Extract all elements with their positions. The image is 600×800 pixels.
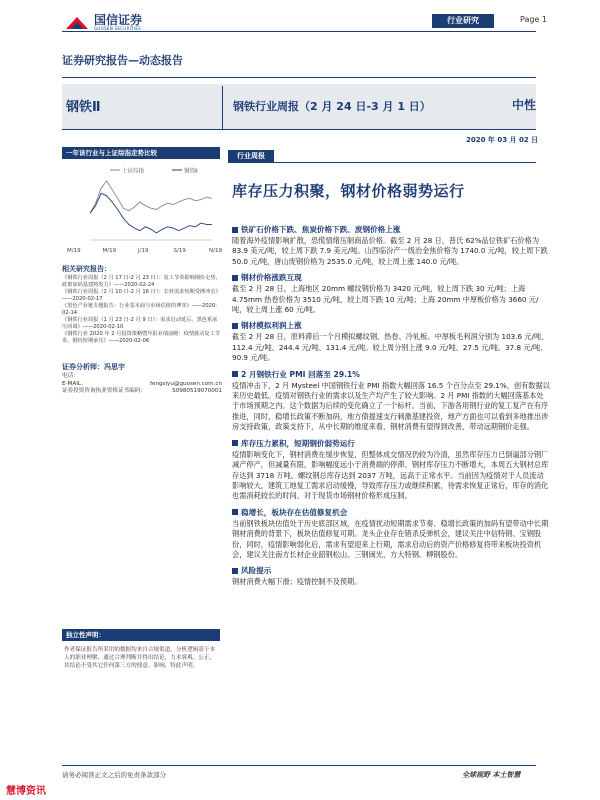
section <box>232 272 550 315</box>
main-content <box>232 224 550 593</box>
report-type-tag: 行业周报 <box>228 150 274 162</box>
related-reports-heading: 相关研究报告： <box>62 265 111 273</box>
x-tick-label: J/19 <box>138 248 149 254</box>
email-label: E-MAIL： <box>62 380 87 387</box>
logo-subtitle: GUOSEN SECURITIES <box>94 26 142 31</box>
industry-name: 钢铁Ⅱ <box>66 100 101 115</box>
section <box>232 320 550 363</box>
section-heading <box>232 507 550 518</box>
section <box>232 224 550 267</box>
section <box>232 438 550 502</box>
logo-name: 国信证券 <box>94 13 143 27</box>
series-line <box>90 193 212 233</box>
related-report-item[interactable]: 《钢铁行业周报（2 月 10 日-2 月 16 日）：长材需求短期受挫冲击》——2020-02-17 <box>62 289 221 302</box>
legend-label: 钢铁Ⅱ <box>184 168 198 175</box>
section-body: 截至 2 月 28 日，上海地区 20mm 螺纹钢价格为 3420 元/吨，较上周下跌 30 元/吨；上海 4.75mm 热卷价格为 3510 元/吨，较上周下跌 10 元/吨；上海 20mm 中厚板价格为 3660 元/吨，较上周上涨 60 元/吨。 <box>232 284 539 315</box>
header-divider <box>62 31 536 32</box>
square-bullet-icon <box>232 568 238 574</box>
footer-divider <box>62 765 536 766</box>
independence-statement-text: 作者保证报告所采用的数据均来自合规渠道，分析逻辑基于本人的职业理解，通过合理判断并得出结论，力求客观、公正，其结论不受其它任何第三方的授意、影响，特此声明。 <box>64 647 216 669</box>
report-category-tag: 行业研究 <box>432 14 494 28</box>
section-body: 疫情冲击下，2 月 Mysteel 中国钢铁行业 PMI 指数大幅回落 16.5 个百分点至 29.1%，创有数据以来历史最低。疫情对钢铁行业的需求以及生产均产生了较大影响。2 月 PMI 指数的大幅回落基本处于市场预期之内。这个数据为后续的变化确立了一个标杆。当前，下游各用钢行业的复工复产在有序推进，同时，稳增长政策不断加码，地方债提速支行刺激基建投资，地产方面也可以看到多地推出涉房支持政策，政策支持下，从中长期的维度来看，钢材消费有望得到改善，带动远期钢价走强。 <box>232 380 550 432</box>
page-number: Page 1 <box>520 15 547 24</box>
section-heading-text: 钢材价格涨跌互现 <box>241 273 302 283</box>
square-bullet-icon <box>232 275 238 281</box>
section-heading-text: 钢材模拟利润上涨 <box>241 321 302 331</box>
square-bullet-icon <box>232 323 238 329</box>
section-body: 截至 2 月 28 日，原料滞后一个月模拟螺纹钢、热卷、冷轧板、中厚板毛利润分别为 103.6 元/吨、112.4 元/吨、244.4 元/吨、131.4 元/吨。较上周分别上涨 9.0 元/吨、27.5 元/吨、37.8 元/吨、90.9 元/吨。 <box>232 332 549 363</box>
report-date: 2020 年 03 月 02 日 <box>466 136 539 144</box>
company-logo <box>64 14 142 31</box>
section <box>232 369 550 433</box>
industry-rating: 中性 <box>512 98 537 112</box>
section-body: 当前钢铁板块估值处于历史底部区域，在疫情扰动短期需求节奏、稳增长政策的加码有望带动中长期钢材消费的背景下，板块估值修复可期。龙头企业存在错杀反弹机会，建议关注中信特钢、宝钢股份，同时，疫情影响弱化后，需求有望迎来上行期，需求启动后的资产价格修复将带来板块投资机会，建议关注南方长材企业韶钢松山、三钢闽光、方大特钢、柳钢股份。 <box>232 518 549 559</box>
analyst-contact <box>62 373 222 396</box>
square-bullet-icon <box>232 509 238 515</box>
related-reports-list <box>62 275 222 345</box>
section-heading-text: 铁矿石价格下跌、焦炭价格下跌、废钢价格上涨 <box>241 225 401 234</box>
square-bullet-icon <box>232 440 238 446</box>
watermark: 慧博资讯 <box>6 786 46 797</box>
independence-statement-bar: 独立性声明： <box>62 629 220 641</box>
section-heading <box>232 369 550 380</box>
section-heading <box>232 438 550 449</box>
section-body: 疫情影响变化下，钢材消费在缓步恢复，但整体成交情况仍较为冷清，虽然库存压力已倒逼部分钢厂减产停产，但减量有限，影响幅度远小于消费端的停滞。钢材库存压力不断增大，本周五大钢材总库存达到 3718 万吨、螺纹钢总库存达到 2037 万吨，远高于正常水平。当前因为疫情对于人员流动影响较大，建筑工地复工需求启动缓慢，导致库存压力或继续积累，待需求恢复正常后，库存的消化也需消耗较长的时间，对于现货市场钢材价格形成压制。 <box>232 449 549 501</box>
email-address[interactable]: fengsiyu@guosen.com.cn <box>150 380 222 387</box>
section-heading-text: 库存压力累积，短期钢价弱势运行 <box>241 438 355 448</box>
report-title: 钢铁行业周报（2 月 24 日-3 月 1 日） <box>233 100 431 113</box>
report-series: 证券研究报告—动态报告 <box>62 54 183 67</box>
main-divider <box>228 162 536 163</box>
main-title: 库存压力积聚，钢材价格弱势运行 <box>232 182 465 200</box>
footer-slogan: 全球视野 本土智慧 <box>462 771 521 779</box>
x-tick-label: N/19 <box>209 248 222 254</box>
section-body: 随着海外疫情影响扩散，恐慌情绪压制商品价格。截至 2 月 28 日，普氏 62%品位铁矿石价格为 83.9 美元/吨，较上周下跌 7.9 美元/吨。山西临汾产一级冶金焦价格为 1740.0 元/吨，较上周下跌 50.0 元/吨，唐山废钢价格为 2535.0 元/吨，较上周上涨 140.0 元/吨。 <box>232 236 548 266</box>
section-heading <box>232 272 550 283</box>
related-report-item[interactable]: 《钢铁行业周报（1 月 23 日-2 月 9 日）：需求启动延后，黑色系承压回调》——2020-02-10 <box>62 317 218 330</box>
x-tick-label: M/19 <box>102 248 117 254</box>
section-heading-text: 2 月钢铁行业 PMI 回落至 29.1% <box>241 369 360 379</box>
section-heading-text: 稳增长，板块存在估值修复机会 <box>241 507 348 517</box>
section-heading <box>232 320 550 331</box>
legend-label: 上证综指 <box>122 168 145 175</box>
section-heading <box>232 224 550 235</box>
certificate-label: 证券投资咨询执业资格证书编码： <box>62 388 146 394</box>
trend-chart <box>62 162 220 260</box>
section-body: 钢材消费大幅下滑；疫情控制不及预期。 <box>232 577 362 587</box>
certificate-number: S0980519070001 <box>172 388 222 394</box>
logo-mark-icon <box>64 15 90 31</box>
chart-title-bar: 一年该行业与上证综指走势比较 <box>62 147 220 159</box>
band-divider <box>222 86 223 130</box>
related-report-item[interactable]: 《黑色产业链专题报告：行业基本面与市场估值的博弈》——2020-02-14 <box>62 303 218 316</box>
section <box>232 507 550 561</box>
square-bullet-icon <box>232 371 238 377</box>
section-heading <box>232 565 550 576</box>
section-heading-text: 风险提示 <box>241 566 272 576</box>
series-divider <box>62 77 536 78</box>
x-tick-label: S/19 <box>173 248 186 254</box>
footer-disclaimer: 请务必阅读正文之后的免责条款部分 <box>62 771 166 779</box>
analyst-name: 证券分析师：冯思宇 <box>62 363 125 371</box>
section <box>232 565 550 587</box>
related-report-item[interactable]: 《钢铁行业 2020 年 2 月投资策略暨年报业绩前瞻：疫情扰动复工节奏，钢价短期承压》——2020-02-06 <box>62 331 220 344</box>
related-report-item[interactable]: 《钢铁行业周报（2 月 17 日-2 月 23 日）：复工节奏影响钢价走势，政策加码基建将发力》——2020-02-24 <box>62 275 221 288</box>
phone-label: 电话： <box>62 373 79 379</box>
x-tick-label: M/19 <box>67 248 81 254</box>
square-bullet-icon <box>232 227 238 233</box>
